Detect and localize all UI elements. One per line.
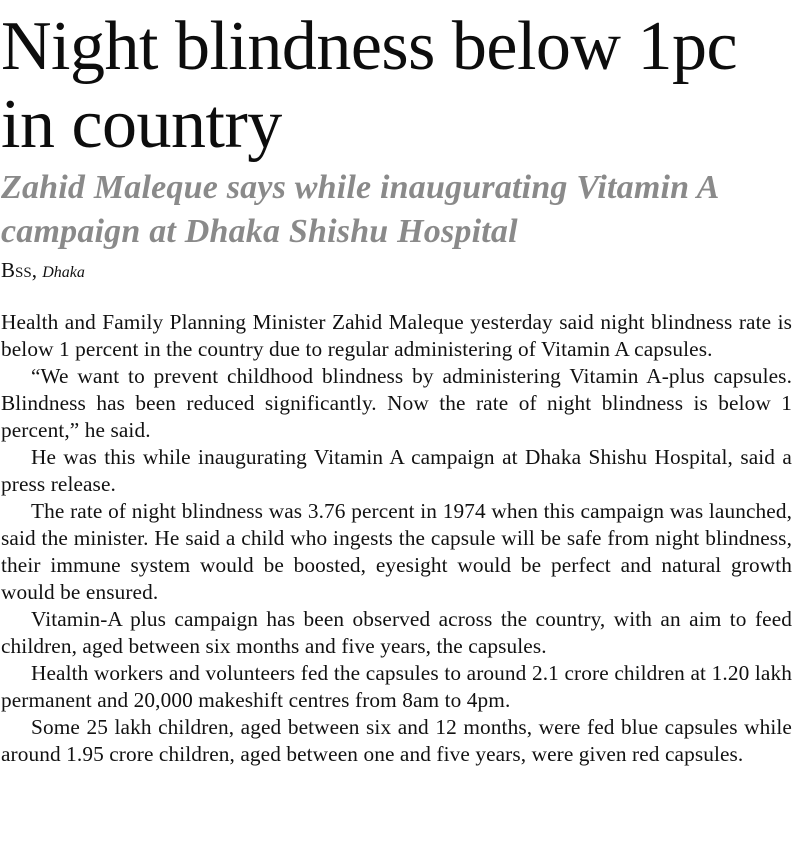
article-paragraph: Health and Family Planning Minister Zahid Maleque yesterday said night blindness rate is below 1 percent in the country due to regular administering of Vitamin A capsules. [1, 310, 792, 361]
byline-agency: Bss [1, 258, 32, 282]
news-article [1, 0, 792, 768]
article-paragraph: Vitamin-A plus campaign has been observed across the country, with an aim to feed children, aged between six months and five years, the capsules. [1, 607, 792, 658]
byline-separator: , [31, 258, 37, 282]
headline: Night blindness below 1pc in country [1, 8, 738, 163]
article-paragraph: He was this while inaugurating Vitamin A campaign at Dhaka Shishu Hospital, said a press release. [1, 445, 792, 496]
article-paragraph: “We want to prevent childhood blindness by administering Vitamin A-plus capsules. Blindness has been reduced significantly. Now the rate of night blindness is below 1 percent,” he said. [1, 364, 792, 442]
article-body [1, 309, 792, 768]
byline [1, 256, 792, 287]
article-paragraph: The rate of night blindness was 3.76 percent in 1974 when this campaign was launched, said the minister. He said a child who ingests the capsule will be safe from night blindness, their immune system would be boosted, eyesight would be perfect and natural growth would be ensured. [1, 499, 792, 604]
subheadline: Zahid Maleque says while inaugurating Vitamin A campaign at Dhaka Shishu Hospital [1, 169, 718, 250]
byline-dateline: Dhaka [42, 264, 85, 281]
article-paragraph: Health workers and volunteers fed the capsules to around 2.1 crore children at 1.20 lakh permanent and 20,000 makeshift centres from 8am to 4pm. [1, 661, 792, 712]
article-paragraph: Some 25 lakh children, aged between six and 12 months, were fed blue capsules while around 1.95 crore children, aged between one and five years, were given red capsules. [1, 715, 792, 766]
